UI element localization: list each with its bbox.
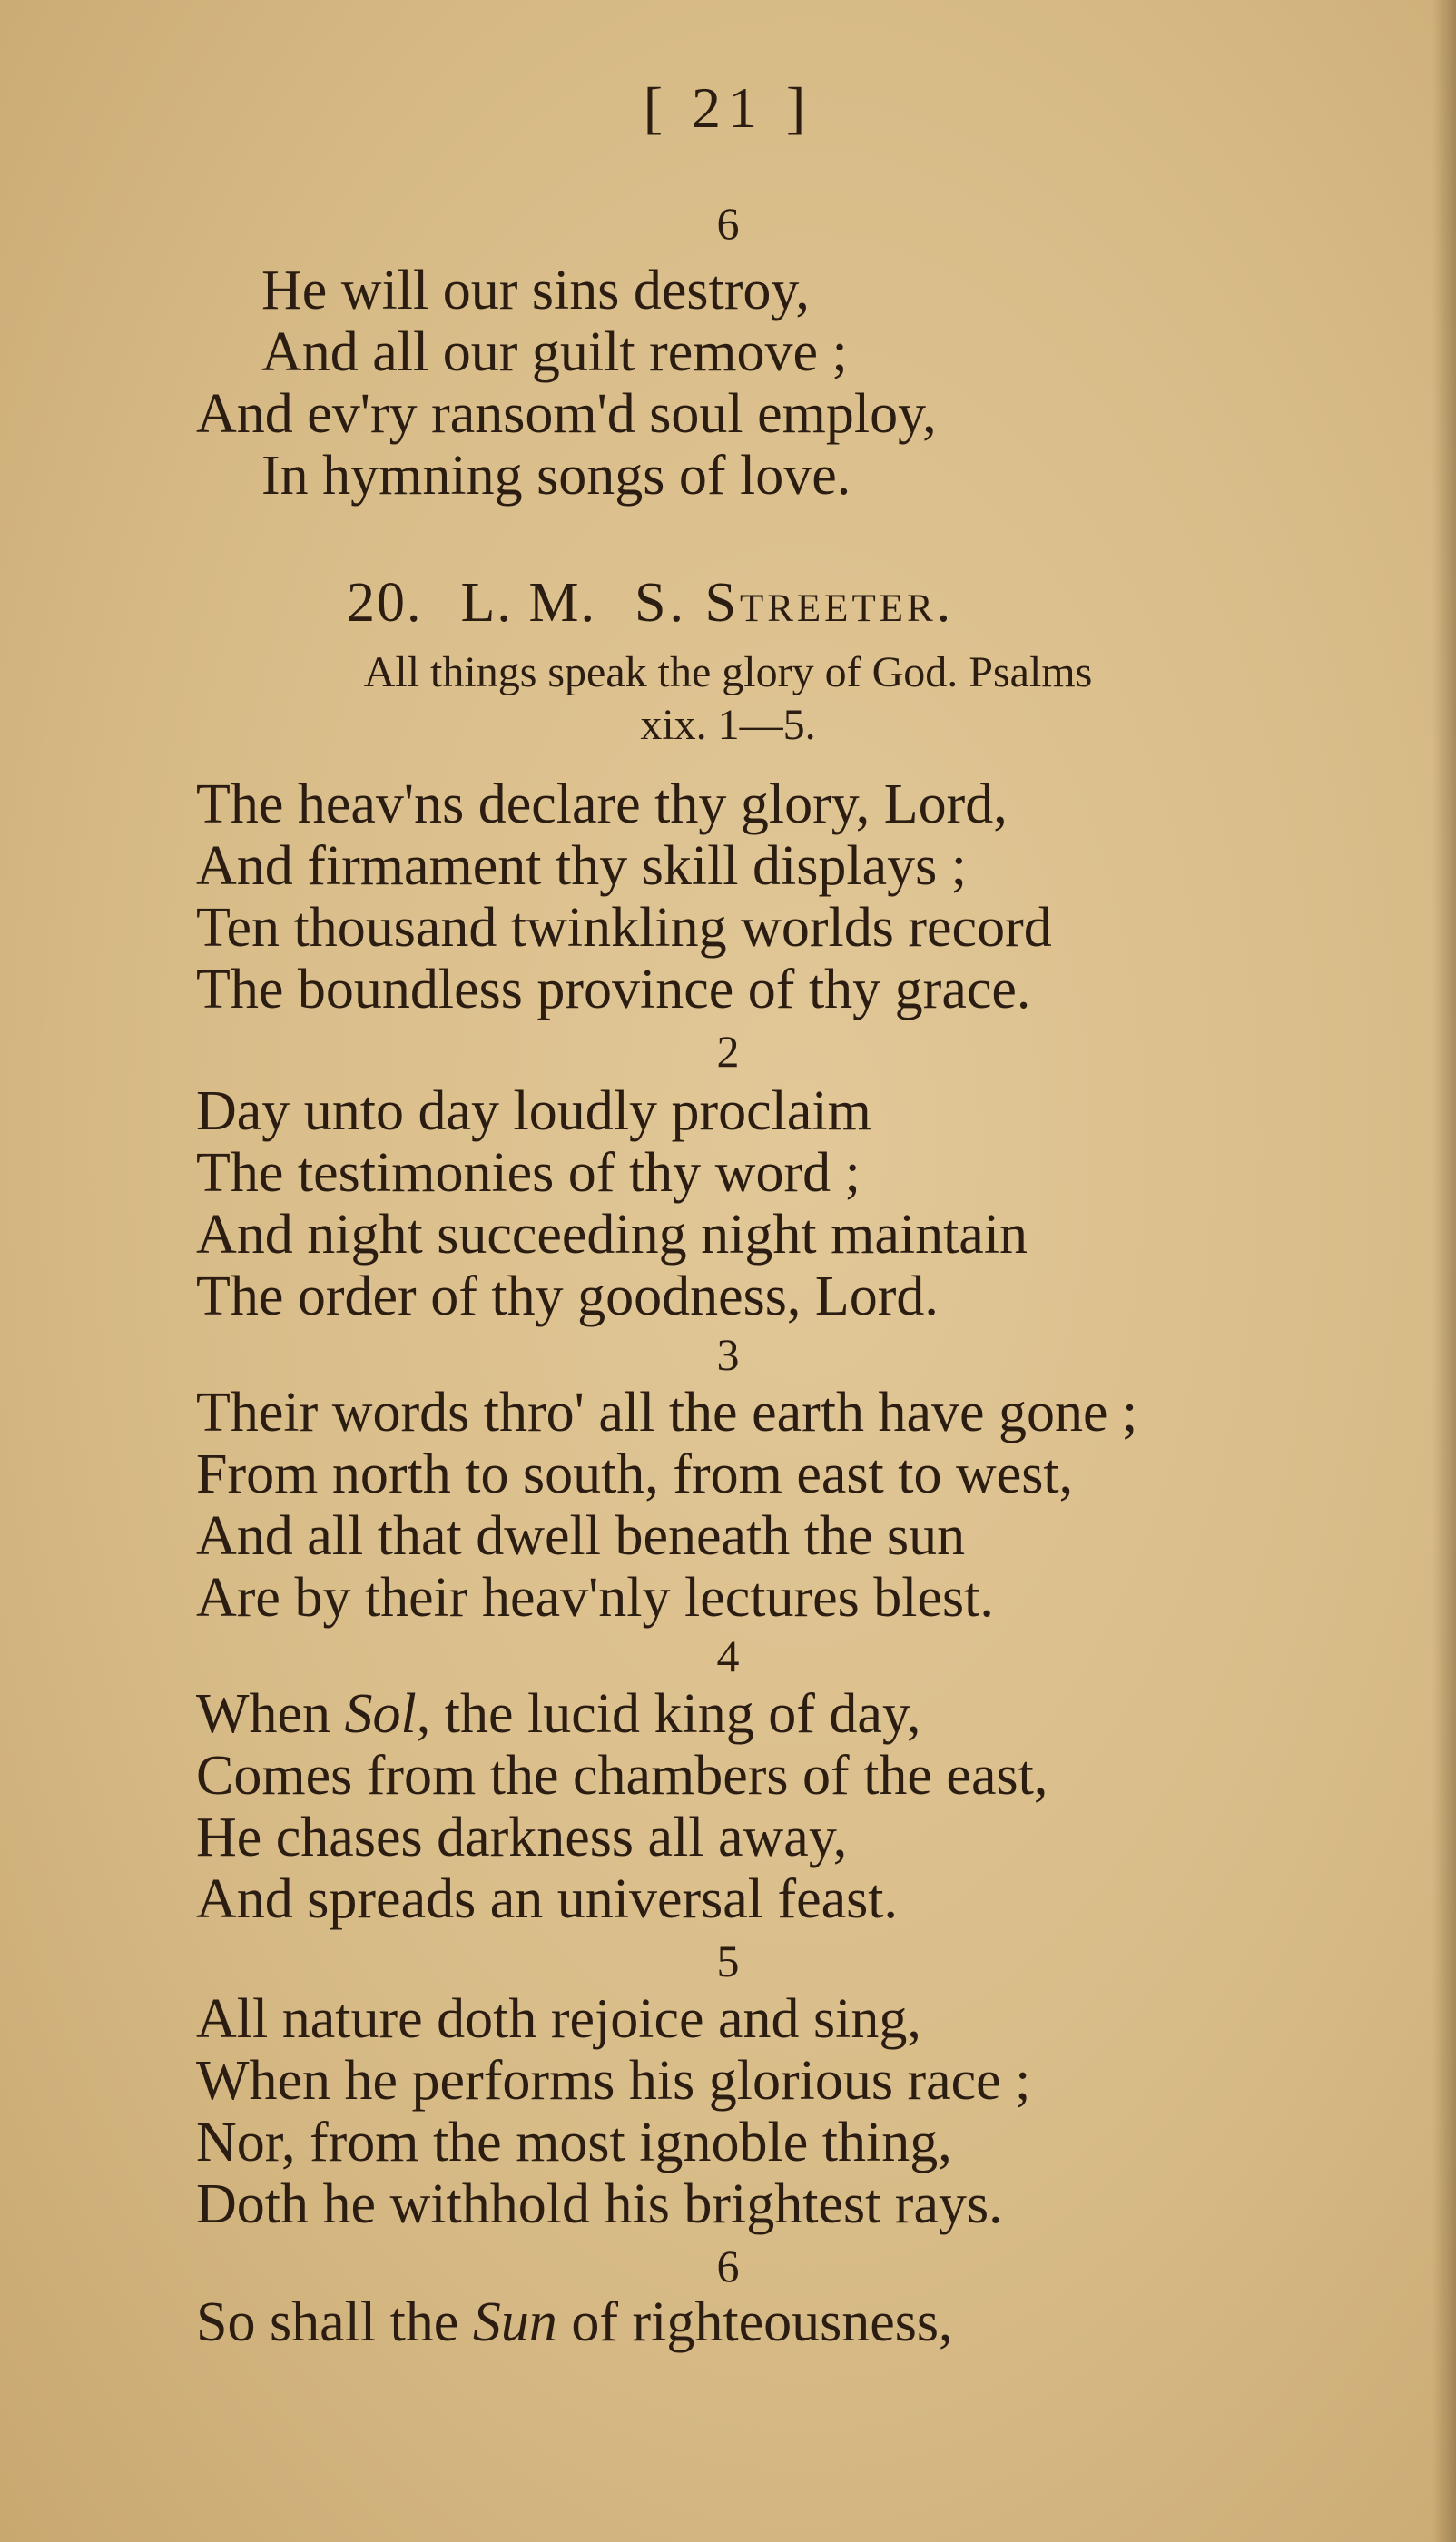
verse-line: And night succeeding night maintain (196, 1204, 1028, 1266)
verse-line: He will our sins destroy, (261, 260, 810, 321)
hymn-number: 20. (347, 572, 423, 634)
verse-line: The testimonies of thy word ; (196, 1142, 861, 1204)
verse-line: And spreads an universal feast. (196, 1868, 899, 1930)
verse-line: Ten thousand twinkling worlds record (196, 897, 1052, 959)
verse-line: In hymning songs of love. (261, 445, 851, 507)
hymn-author: S. Streeter. (635, 572, 955, 634)
verse-line: Are by their heav'nly lectures blest. (196, 1567, 994, 1629)
verse-line: All nature doth rejoice and sing, (196, 1988, 921, 2050)
italic-word: Sun (472, 2291, 557, 2353)
hymn-meter: L. M. (460, 572, 596, 634)
verse-line: When he performs his glorious race ; (196, 2050, 1031, 2112)
verse-number: 2 (716, 1026, 740, 1077)
verse-line: And firmament thy skill displays ; (196, 835, 967, 897)
italic-word: Sol (344, 1683, 417, 1745)
prev-verse-number: 6 (716, 198, 740, 249)
hymn-heading (347, 570, 954, 636)
verse-line: So shall the Sun of righteousness, (196, 2291, 953, 2353)
verse-number: 5 (716, 1936, 740, 1986)
hymn-reference: xix. 1—5. (640, 701, 816, 749)
verse-line: Comes from the chambers of the east, (196, 1745, 1048, 1807)
verse-number: 3 (716, 1329, 740, 1380)
verse-line: Doth he withhold his brightest rays. (196, 2173, 1003, 2235)
verse-number: 4 (716, 1631, 740, 1681)
verse-line: And ev'ry ransom'd soul employ, (196, 383, 937, 445)
verse-line: And all that dwell beneath the sun (196, 1505, 966, 1567)
verse-line: Their words thro' all the earth have gone ; (196, 1382, 1138, 1443)
verse-line: From north to south, from east to west, (196, 1443, 1074, 1505)
verse-line: When Sol, the lucid king of day, (196, 1683, 921, 1745)
page-number: [ 21 ] (643, 75, 813, 140)
verse-line: He chases darkness all away, (196, 1807, 848, 1868)
page-edge-shadow (1432, 0, 1456, 2542)
verse-line: And all our guilt remove ; (261, 321, 848, 383)
verse-line: The boundless province of thy grace. (196, 959, 1031, 1020)
verse-line: The heav'ns declare thy glory, Lord, (196, 773, 1008, 835)
verse-line: Day unto day loudly proclaim (196, 1080, 871, 1142)
verse-line: Nor, from the most ignoble thing, (196, 2112, 952, 2173)
verse-number: 6 (716, 2241, 740, 2291)
verse-line: The order of thy goodness, Lord. (196, 1266, 939, 1327)
hymn-subject: All things speak the glory of God. Psalms (363, 648, 1093, 696)
